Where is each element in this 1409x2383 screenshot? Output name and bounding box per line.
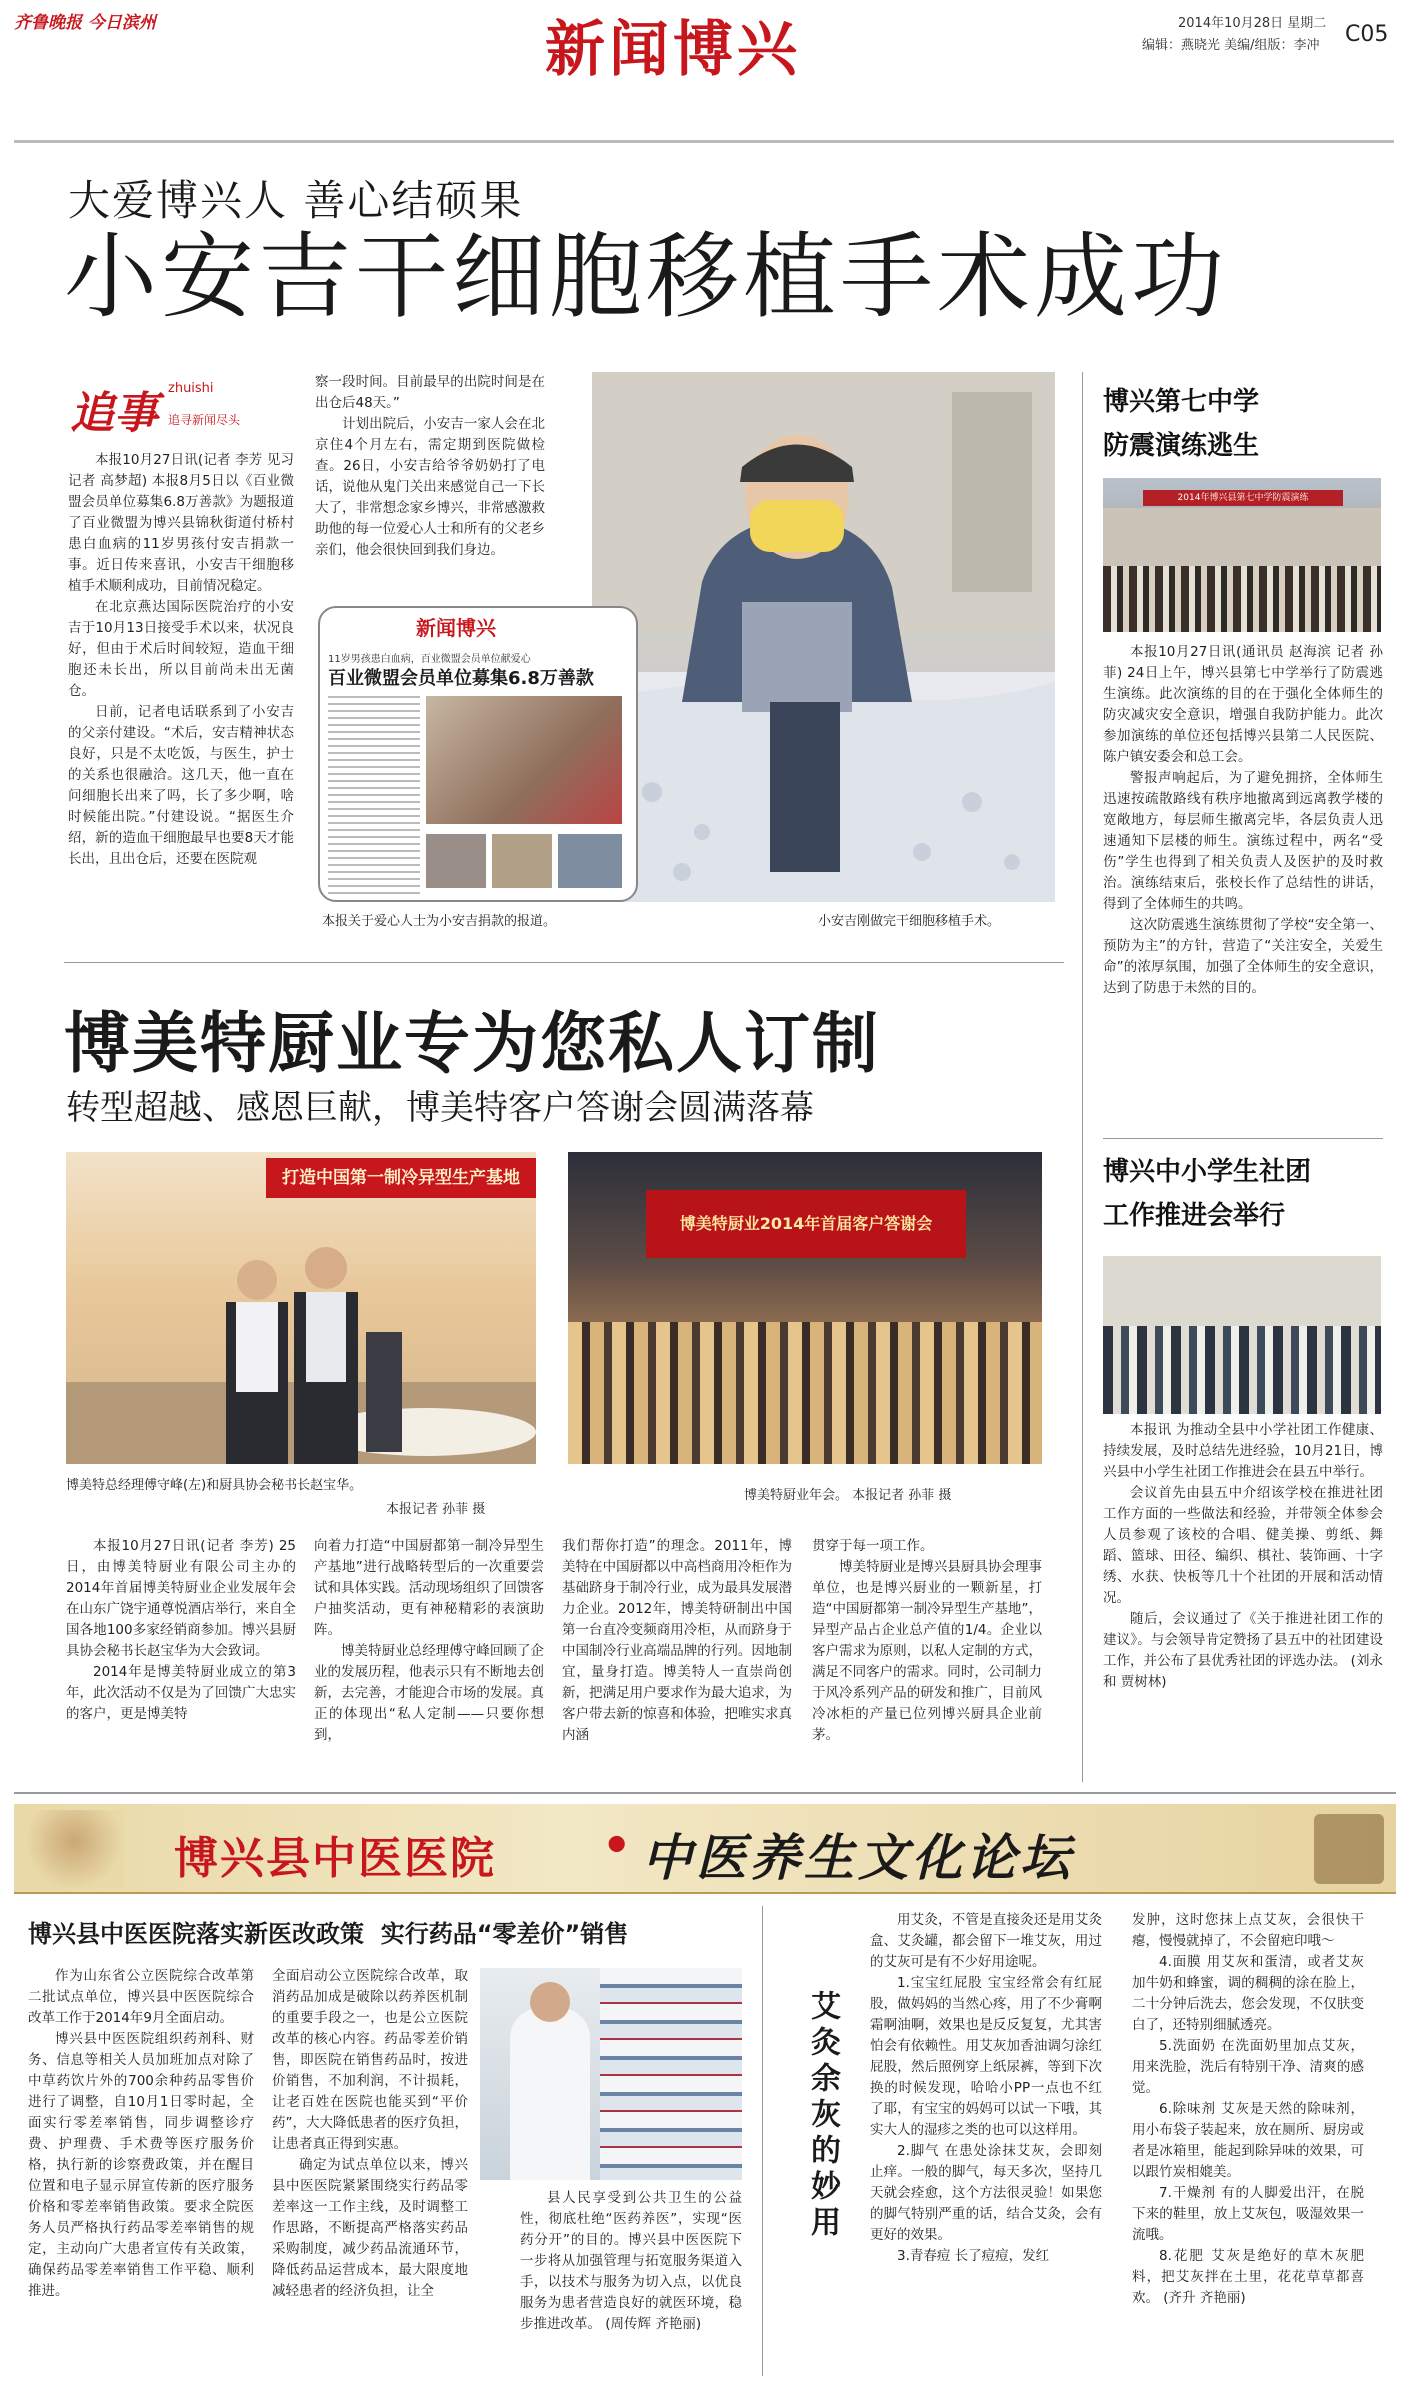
story1-col1-para: 本报10月27日讯(记者 李芳 见习记者 高梦超) 本报8月5日以《百业微盟会员单位募集6.8万善款》为题报道了百业微盟为博兴县锦秋街道付桥村患白血病的11岁男孩付安吉捐款一事。近日传来喜讯，小安吉干细胞移植手术顺利成功，目前情况稳定。 xyxy=(68,452,294,594)
tcm-section-frame xyxy=(14,1792,1396,1794)
caption-executives: 博美特总经理傅守峰(左)和厨具协会秘书长赵宝华。 xyxy=(66,1478,363,1493)
story1-col2-para: 察一段时间。目前最早的出院时间是在出仓后48天。” xyxy=(315,374,545,411)
sidebar2-title xyxy=(1103,1150,1311,1238)
story1-column-2 xyxy=(315,372,545,561)
tcm-banner-scroll xyxy=(1314,1814,1384,1884)
clipping-text xyxy=(328,696,420,896)
zhuishi-tag-pinyin: zhuishi xyxy=(168,381,214,396)
sidebar-rule xyxy=(1103,1138,1383,1139)
tcm-column-3 xyxy=(520,2188,742,2335)
tcm-col2-para: 确定为试点单位以来，博兴县中医医院紧紧围绕实行药品零差率这一工作主线，及时调整工作思路，不断提高严格落实药品采购制度，减少药品流通环节，降低药品运营成本，最大限度地减轻患者的经济负担，让全 xyxy=(272,2157,468,2299)
story2-col2-para: 博美特厨业总经理傅守峰回顾了企业的发展历程，他表示只有不断地去创新，去完善，才能迎合市场的发展。真正的体现出“私人定制——只要你想到， xyxy=(314,1643,544,1743)
drill-crowd xyxy=(1103,566,1381,632)
tcm-headline: 博兴县中医医院落实新医改政策 实行药品“零差价”销售 xyxy=(28,1920,629,1948)
tcm-column-5 xyxy=(1132,1910,1364,2309)
sidebar1-title xyxy=(1103,380,1259,468)
sidebar2-para: 本报讯 为推动全县中小学社团工作健康、持续发展，及时总结先进经验，10月21日，博兴县中小学生社团工作推进会在县五中举行。 xyxy=(1103,1422,1383,1480)
caption-executives-credit: 本报记者 孙菲 摄 xyxy=(386,1502,486,1517)
clipping-title: 新闻博兴 xyxy=(416,616,496,640)
story2-col4-para: 贯穿于每一项工作。 xyxy=(812,1538,934,1554)
tcm-col5-para: 7.干燥剂 有的人脚爱出汗，在脱下来的鞋里，放上艾灰包，吸湿效果一流哦。 xyxy=(1132,2185,1364,2243)
story2-col1-para: 本报10月27日讯(记者 李芳) 25日，由博美特厨业有限公司主办的2014年首届博美特厨业企业发展年会在山东广饶宇通尊悦酒店举行，来自全国各地100多家经销商参加。博兴县厨具协会秘书长赵宝华为大会致词。 xyxy=(66,1538,296,1659)
story2-subhead: 转型超越、感恩巨献，博美特客户答谢会圆满落幕 xyxy=(66,1088,814,1128)
clipping-headline: 百业微盟会员单位募集6.8万善款 xyxy=(328,668,594,689)
pharmacy-shelves xyxy=(600,1968,742,2180)
club-people xyxy=(1103,1326,1381,1414)
sidebar2-para: 会议首先由县五中介绍该学校在推进社团工作方面的一些做法和经验，并带领全体参会人员参观了该校的合唱、健美操、剪纸、舞蹈、篮球、田径、编织、棋社、装饰画、十字绣、水获、快板等几十个社团的开展和活动情况。 xyxy=(1103,1485,1383,1606)
tcm-col5-para: 4.面膜 用艾灰和蛋清，或者艾灰加牛奶和蜂蜜，调的稠稠的涂在脸上，二十分钟后洗去，您会发现，不仅肤变白了，还特别细腻透亮。 xyxy=(1132,1954,1364,2033)
tcm-col3-para: 县人民享受到公共卫生的公益性，彻底杜绝“医药养医”，实现“医药分开”的目的。博兴县中医医院下一步将从加强管理与拓宽服务渠道入手，以技术与服务为切入点，以优良服务为患者营造良好的就医环境，稳步推进改革。 (周传辉 齐艳丽) xyxy=(520,2190,742,2332)
story2-column-4 xyxy=(812,1536,1042,1746)
clipping-inset xyxy=(318,606,638,902)
story2-column-3 xyxy=(562,1536,792,1746)
zhuishi-tag-sub: 追寻新闻尽头 xyxy=(168,413,241,427)
annual-meeting-photo xyxy=(568,1152,1042,1464)
clipping-subtitle: 11岁男孩患白血病，百业微盟会员单位献爱心 xyxy=(328,654,531,665)
pharmacy-photo xyxy=(480,1968,742,2180)
earthquake-drill-photo xyxy=(1103,478,1381,632)
story1-headline: 小安吉干细胞移植手术成功 xyxy=(64,223,1228,331)
section-title: 新闻博兴 xyxy=(545,15,801,85)
clipping-photo-small xyxy=(558,834,622,888)
clipping-photo-small xyxy=(492,834,552,888)
page-number: C05 xyxy=(1345,22,1389,47)
meeting-screen: 博美特厨业2014年首届客户答谢会 xyxy=(646,1190,966,1258)
column-divider xyxy=(1082,372,1083,1782)
caption-clipping: 本报关于爱心人士为小安吉捐款的报道。 xyxy=(322,914,557,929)
tcm-banner-right: 中医养生文化论坛 xyxy=(642,1828,1074,1887)
tcm-col2-para: 全面启动公立医院综合改革，取消药品加成是破除以药养医机制的重要手段之一，也是公立医院改革的核心内容。药品零差价销售，即医院在销售药品时，按进价销售，不加利润，不计损耗，让老百姓在医院也能买到“平价药”，大大降低患者的医疗负担，让患者真正得到实惠。 xyxy=(272,1968,468,2152)
tcm-col4-para: 3.青春痘 长了痘痘，发红 xyxy=(897,2248,1050,2264)
tcm-banner-figure xyxy=(24,1810,124,1888)
tcm-col4-para: 2.脚气 在患处涂抹艾灰，会即刻止痒。一般的脚气，每天多次，坚持几天就会痊愈，这个方法很灵验！如果您的脚气特别严重的话，结合艾灸，会有更好的效果。 xyxy=(870,2143,1102,2243)
sidebar1-para: 警报声响起后，为了避免拥挤，全体师生迅速按疏散路线有秩序地撤离到远离教学楼的宽敞地方，每层师生撤离完毕，各层负责人迅速通知下层楼的师生。演练过程中，两名“受伤”学生也得到了相关负责人及医护的及时救治。演练结束后，张校长作了总结性的讲话，得到了全体师生的共鸣。 xyxy=(1103,770,1383,912)
tcm-col4-para: 1.宝宝红屁股 宝宝经常会有红屁股，做妈妈的当然心疼，用了不少膏啊霜啊油啊，效果也是反反复复，尤其害怕会有依赖性。用艾灰加香油调匀涂红屁股，然后照例穿上纸尿裤，等到下次换的时候发现，哈哈小PP一点也不红了耶，有宝宝的妈妈可以试一下哦，其实大人的湿疹之类的也可以这样用。 xyxy=(870,1975,1102,2138)
story2-col2-para: 向着力打造“中国厨都第一制冷异型生产基地”进行战略转型后的一次重要尝试和具体实践。活动现场组织了回馈客户抽奖活动，更有神秘精彩的表演助阵。 xyxy=(314,1538,544,1638)
sidebar1-para: 这次防震逃生演练贯彻了学校“安全第一、预防为主”的方针，营造了“关注安全，关爱生命”的浓厚氛围，加强了全体师生的安全意识，达到了防患于未然的目的。 xyxy=(1103,917,1383,996)
sidebar1-body xyxy=(1103,642,1383,999)
zhuishi-tag xyxy=(68,375,273,437)
story2-col4-para: 博美特厨业是博兴县厨具协会理事单位，也是博兴厨业的一颗新星，打造“中国厨都第一制冷异型生产基地”，异型产品占企业总产值的1/4。企业以客户需求为原则，以私人定制的方式，满足不同客户的需求。同时，公司制力于风冷系列产品的研发和推广，目前风冷冰柜的产量已位列博兴厨具企业前茅。 xyxy=(812,1559,1042,1743)
patient-photo xyxy=(592,372,1055,902)
story2-column-2 xyxy=(314,1536,544,1746)
story1-col1-para: 日前，记者电话联系到了小安吉的父亲付建设。“术后，安吉精神状态良好，只是不太吃饭，与医生，护士的关系也很融洽。这几天，他一直在问细胞长出来了吗，长了多少啊，啥时候能出院。”付建设说。“据医生介绍，新的造血干细胞最早也要8天才能长出，且出仓后，还要在医院观 xyxy=(68,704,294,867)
tcm-col5-para: 5.洗面奶 在洗面奶里加点艾灰，用来洗脸，洗后有特别干净、清爽的感觉。 xyxy=(1132,2038,1364,2096)
tcm-banner-left: 博兴县中医医院 xyxy=(174,1833,496,1884)
drill-banner: 2014年博兴县第七中学防震演练 xyxy=(1143,490,1343,506)
sidebar1-para: 本报10月27日讯(通讯员 赵海滨 记者 孙菲) 24日上午，博兴县第七中学举行了防震逃生演练。此次演练的目的在于强化全体师生的防灾减灾安全意识，增强自我防护能力。此次参加演练的单位还包括博兴县第二人民医院、陈户镇安委会和总工会。 xyxy=(1103,644,1383,765)
tcm-column-2 xyxy=(272,1966,468,2302)
meeting-crowd xyxy=(568,1322,1042,1464)
sidebar1-title-line2: 防震演练逃生 xyxy=(1103,431,1260,461)
executives-banner: 打造中国第一制冷异型生产基地 xyxy=(266,1158,536,1198)
tcm-col1-para: 作为山东省公立医院综合改革第二批试点单位，博兴县中医医院综合改革工作于2014年9月全面启动。 xyxy=(28,1968,254,2026)
story2-col1-para: 2014年是博美特厨业成立的第3年，此次活动不仅是为了回馈广大忠实的客户，更是博美特 xyxy=(66,1664,296,1722)
pharmacist-figure xyxy=(510,2008,590,2180)
story2-column-1 xyxy=(66,1536,296,1725)
tcm-col1-para: 博兴县中医医院组织药剂科、财务、信息等相关人员加班加点对除了中草药饮片外的700余种药品零售价进行了调整，自10月1日零时起，全面实行零差率销售，同步调整诊疗费、护理费、手术费等医疗服务价格，执行新的诊察费政策，并在醒目位置和电子显示屏宣传新的医疗服务价格和零差率销售政策。要求全院医务人员严格执行药品零差率销售的规定，主动向广大患者宣传有关政策，确保药品零差率销售工作平稳、顺利推进。 xyxy=(28,2031,254,2299)
club-building xyxy=(1103,1256,1381,1326)
moxa-vertical-title: 艾灸余灰的妙用 xyxy=(805,1990,840,2242)
clipping-photo xyxy=(426,696,622,824)
clipping-photo-small xyxy=(426,834,486,888)
executives-illustration xyxy=(66,1152,536,1464)
editors-line: 编辑：燕晓光 美编/组版：李冲 xyxy=(1142,38,1320,53)
executives-photo xyxy=(66,1152,536,1464)
story2-rule xyxy=(64,962,1064,963)
caption-patient: 小安吉刚做完干细胞移植手术。 xyxy=(818,914,1001,929)
caption-annual-meeting: 博美特厨业年会。 本报记者 孙菲 摄 xyxy=(744,1488,952,1503)
tcm-column-4 xyxy=(870,1910,1102,2267)
sidebar2-title-line1: 博兴中小学生社团 xyxy=(1103,1157,1312,1187)
tcm-banner-dot: • xyxy=(602,1818,632,1872)
story2-col3-para: 我们帮你打造”的理念。2011年，博美特在中国厨都以中高档商用冷柜作为基础跻身于制冷行业，成为最具发展潜力企业。2012年，博美特研制出中国第一台直冷变频商用冷柜，从而跻身于中国制冷行业高端品牌的行列。因地制宜，量身打造。博美特人一直崇尚创新，把满足用户要求作为最大追求，为客户带去新的惊喜和体验，把唯实求真内涵 xyxy=(562,1538,792,1743)
club-meeting-photo xyxy=(1103,1256,1381,1414)
tcm-col5-para: 6.除味剂 艾灰是天然的除味剂，用小布袋子装起来，放在厕所、厨房或者是冰箱里，能起到除异味的效果，可以跟竹炭相媲美。 xyxy=(1132,2101,1364,2180)
tcm-col5-para: 8.花肥 艾灰是绝好的草木灰肥料，把艾灰拌在土里，花花草草都喜欢。 (齐升 齐艳丽) xyxy=(1132,2248,1364,2306)
tcm-col4-para: 用艾灸，不管是直接灸还是用艾灸盒、艾灸罐，都会留下一堆艾灰，用过的艾灰可是有不少好用途呢。 xyxy=(870,1912,1102,1970)
story1-col2-para: 计划出院后，小安吉一家人会在北京住4个月左右，需定期到医院做检查。26日，小安吉给爷爷奶奶打了电话，说他从鬼门关出来感觉自己一下长大了，非常想念家乡博兴，非常感激救助他的每一位爱心人士和所有的父老乡亲们，他会很快回到我们身边。 xyxy=(315,416,545,558)
sidebar2-title-line2: 工作推进会举行 xyxy=(1103,1201,1286,1231)
sidebar1-title-line1: 博兴第七中学 xyxy=(1103,387,1260,417)
sidebar2-para: 随后，会议通过了《关于推进社团工作的建议》。与会领导肯定赞扬了县五中的社团建设工作，并公布了县优秀社团的评选办法。 (刘永和 贾树林) xyxy=(1103,1611,1383,1690)
drill-building xyxy=(1103,508,1381,568)
story1-kicker: 大爱博兴人 善心结硕果 xyxy=(68,176,524,225)
date-line: 2014年10月28日 星期二 xyxy=(1178,16,1327,31)
tcm-column-1 xyxy=(28,1966,254,2302)
sidebar2-body xyxy=(1103,1420,1383,1693)
tcm-col5-para: 发肿，这时您抹上点艾灰，会很快干瘪，慢慢就掉了，不会留疤印哦～ xyxy=(1132,1912,1364,1949)
tcm-vertical-divider xyxy=(762,1906,763,2376)
header-rule xyxy=(14,140,1394,143)
zhuishi-tag-main: 追事 xyxy=(70,388,158,439)
tcm-banner xyxy=(14,1804,1396,1894)
story2-headline: 博美特厨业专为您私人订制 xyxy=(64,1005,880,1082)
story1-col1-para: 在北京燕达国际医院治疗的小安吉于10月13日接受手术以来，状况良好，但由于术后时间较短，造血干细胞还未长出，所以目前尚未出无菌仓。 xyxy=(68,599,294,699)
pharmacist-head xyxy=(530,1982,570,2022)
patient-illustration xyxy=(592,372,1055,902)
masthead-left-label: 齐鲁晚报 今日滨州 xyxy=(14,13,156,33)
story1-column-1 xyxy=(68,450,294,870)
